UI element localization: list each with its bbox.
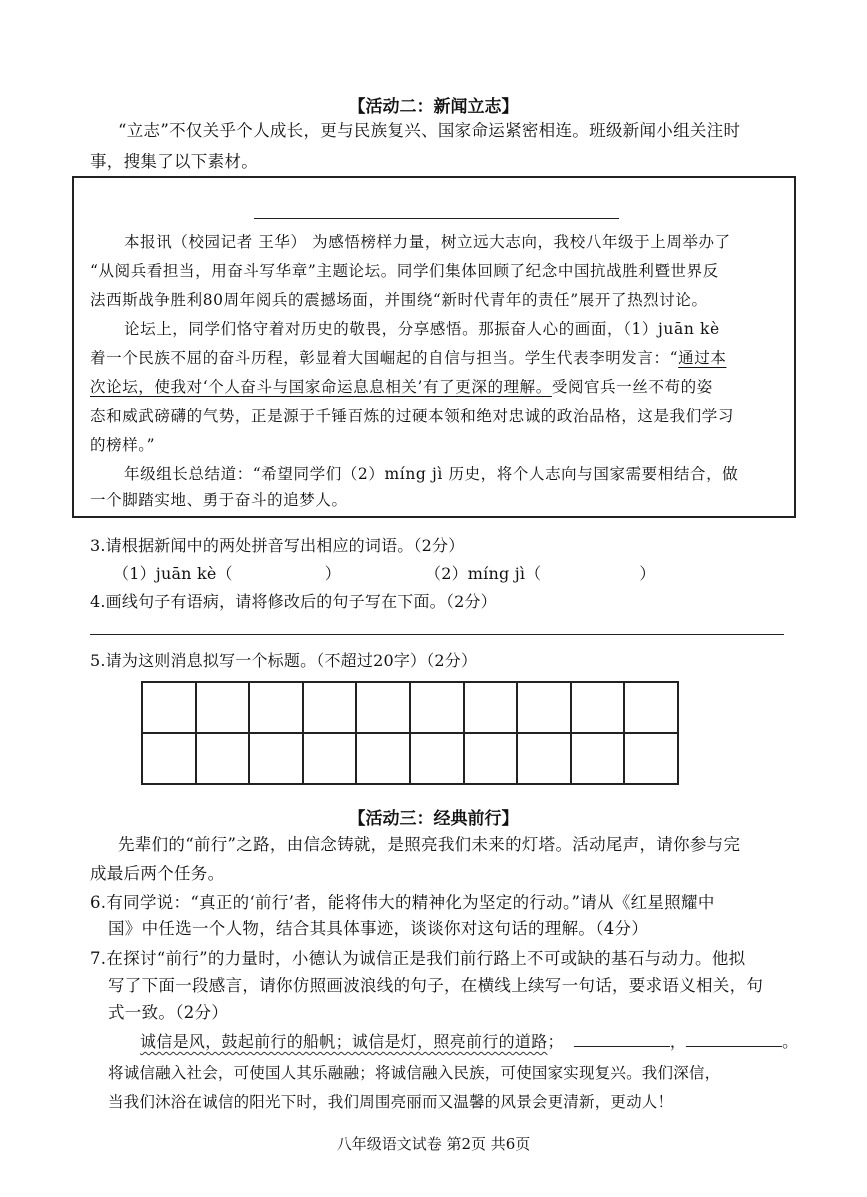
question-7-line2: 写了下面一段感言，请你仿照画波浪线的句子，在横线上续写一句话，要求语义相关，句 [108, 976, 764, 995]
news-p2-line2 [90, 344, 726, 373]
grid-cell[interactable] [356, 733, 410, 784]
activity3-intro-line1: 先辈们的“前行”之路，由信念铸就，是照亮我们未来的灯塔。活动尾声，请你参与完 [118, 835, 741, 854]
passage-line3: 当我们沐浴在诚信的阳光下时，我们周围亮丽而又温馨的风景会更清新，更动人！ [108, 1093, 674, 1111]
model-sentence-line [140, 1027, 798, 1057]
question-4: 4.画线句子有语病，请将修改后的句子写在下面。（2分） [90, 592, 497, 611]
grid-cell[interactable] [624, 733, 678, 784]
news-material-box [72, 176, 796, 518]
question-7-line3: 式一致。（2分） [108, 1003, 229, 1022]
question-6-line1: 6.有同学说：“真正的‘前行’者，能将伟大的精神化为坚定的行动。”请从《红星照耀中 [90, 893, 715, 912]
continuation-blank-1[interactable] [574, 1046, 670, 1047]
activity2-intro-line1: “立志”不仅关乎个人成长，更与民族复兴、国家命运紧密相连。班级新闻小组关注时 [118, 121, 741, 140]
underlined-sentence-part2: 次论坛，使我对‘个人奋斗与国家命运息息相关’有了更深的理解。 [90, 378, 552, 396]
grid-cell[interactable] [249, 682, 303, 733]
news-p3-line2: 一个脚踏实地、勇于奋斗的追梦人。 [90, 491, 348, 509]
grid-cell[interactable] [196, 682, 250, 733]
question-3-answer-2 [425, 558, 656, 589]
question-6-line2: 国》中任选一个人物，结合其具体事迹，谈谈你对这句话的理解。（4分） [108, 919, 649, 938]
q3-a-label: （1）juān kè（ [113, 564, 233, 583]
grid-cell[interactable] [303, 682, 357, 733]
grid-cell[interactable] [410, 733, 464, 784]
q3-b-label: （2）míng jì（ [425, 564, 542, 583]
news-p2-line2-text: 着一个民族不屈的奋斗历程，彰显着大国崛起的自信与担当。学生代表李明发言：“ [90, 349, 679, 367]
grid-cell[interactable] [517, 682, 571, 733]
continuation-comma: ， [669, 1032, 687, 1051]
question-5: 5.请为这则消息拟写一个标题。（不超过20字）（2分） [90, 651, 478, 670]
grid-cell[interactable] [464, 682, 518, 733]
grid-cell[interactable] [410, 682, 464, 733]
news-p1-line1: 本报讯（校园记者 王华） 为感悟榜样力量，树立远大志向，我校八年级于上周举办了 [124, 233, 731, 251]
activity3-heading: 【活动三：经典前行】 [348, 809, 519, 829]
continuation-blank-2[interactable] [686, 1046, 782, 1047]
news-p2-line3-text: 受阅官兵一丝不苟的姿 [551, 378, 713, 396]
wavy-model-sentence: 诚信是风，鼓起前行的船帆；诚信是灯，照亮前行的道路 [140, 1032, 548, 1051]
question-3-answer-1 [113, 558, 341, 589]
grid-cell[interactable] [249, 733, 303, 784]
page-footer: 八年级语文试卷 第2页 共6页 [336, 1135, 531, 1153]
grid-cell[interactable] [196, 733, 250, 784]
news-p1-line2: “从阅兵看担当，用奋斗写华章”主题论坛。同学们集体回顾了纪念中国抗战胜利暨世界反 [90, 262, 719, 280]
q3-b-close: ） [639, 564, 656, 583]
news-p2-line1: 论坛上，同学们恪守着对历史的敬畏，分享感悟。那振奋人心的画面，（1）juān kè [124, 320, 720, 338]
news-title-blank-line [254, 218, 619, 219]
q4-answer-line[interactable] [90, 634, 784, 635]
continuation-period: 。 [782, 1032, 799, 1051]
news-p2-line4: 态和威武磅礴的气势，正是源于千锤百炼的过硬本领和绝对忠诚的政治品格，这是我们学习 [90, 407, 735, 425]
grid-cell[interactable] [356, 682, 410, 733]
underlined-sentence-part1: 通过本 [678, 349, 727, 367]
news-p2-line3 [90, 373, 713, 402]
news-p3-line1: 年级组长总结道：“希望同学们（2）míng jì 历史，将个人志向与国家需要相结合，做 [124, 465, 739, 483]
model-sentence-semicolon: ； [547, 1032, 564, 1051]
activity2-intro-line2: 事，搜集了以下素材。 [90, 152, 258, 171]
news-p2-line5: 的榜样。” [90, 436, 156, 454]
grid-cell[interactable] [624, 682, 678, 733]
news-p1-line3: 法西斯战争胜利80周年阅兵的震撼场面，并围绕“新时代青年的责任”展开了热烈讨论。 [90, 291, 708, 309]
grid-cell[interactable] [571, 733, 625, 784]
grid-cell[interactable] [517, 733, 571, 784]
title-answer-grid [141, 681, 679, 785]
activity3-intro-line2: 成最后两个任务。 [90, 864, 225, 883]
grid-cell[interactable] [464, 733, 518, 784]
grid-cell[interactable] [571, 682, 625, 733]
grid-cell[interactable] [142, 682, 196, 733]
question-7-line1: 7.在探讨“前行”的力量时，小德认为诚信正是我们前行路上不可或缺的基石与动力。他拟 [90, 949, 746, 968]
activity2-heading: 【活动二：新闻立志】 [348, 97, 519, 117]
grid-cell[interactable] [142, 733, 196, 784]
passage-line2: 将诚信融入社会，可使国人其乐融融；将诚信融入民族，可使国家实现复兴。我们深信， [108, 1064, 721, 1082]
grid-cell[interactable] [303, 733, 357, 784]
question-3: 3.请根据新闻中的两处拼音写出相应的词语。（2分） [90, 536, 465, 555]
q3-a-close: ） [324, 564, 341, 583]
